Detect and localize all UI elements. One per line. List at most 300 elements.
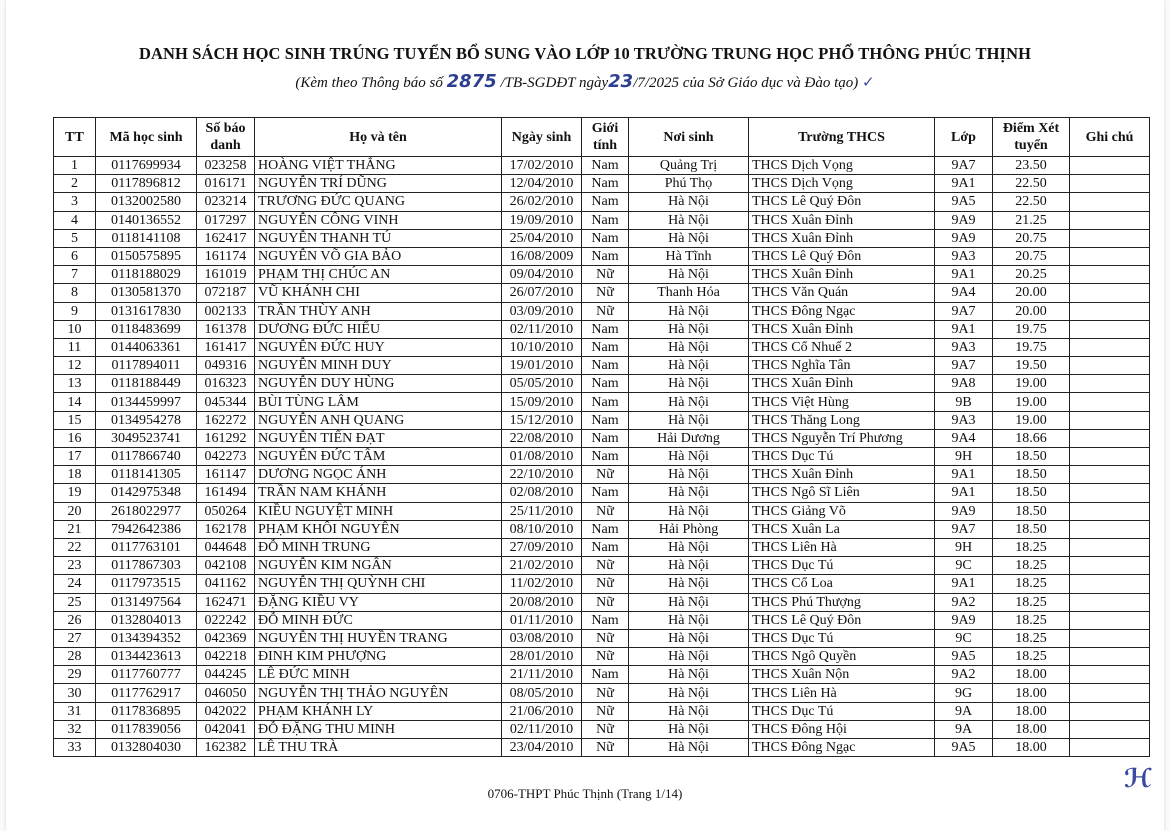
col-class-cell: 9A7	[935, 357, 993, 375]
col-class-cell: 9A4	[935, 284, 993, 302]
col-middle-school-cell: THCS Lê Quý Đôn	[749, 247, 935, 265]
table-row	[54, 229, 1150, 247]
col-student-code-cell: 0118141108	[96, 229, 197, 247]
col-exam-number-cell: 017297	[197, 211, 255, 229]
col-student-code-cell: 0131497564	[96, 593, 197, 611]
col-full-name-cell: VŨ KHÁNH CHI	[255, 284, 502, 302]
table-row	[54, 211, 1150, 229]
col-birthplace-cell: Hà Nội	[629, 211, 749, 229]
col-middle-school-cell: THCS Dục Tú	[749, 448, 935, 466]
col-note-cell	[1070, 357, 1150, 375]
col-class-cell: 9A1	[935, 466, 993, 484]
col-student-code-cell: 3049523741	[96, 429, 197, 447]
col-exam-number-cell: 162272	[197, 411, 255, 429]
col-full-name-cell: NGUYỄN TRÍ DŨNG	[255, 175, 502, 193]
col-tt-cell: 33	[54, 739, 96, 757]
col-note-cell	[1070, 375, 1150, 393]
col-student-code-cell: 7942642386	[96, 520, 197, 538]
col-class-cell: 9A3	[935, 411, 993, 429]
col-note-cell	[1070, 720, 1150, 738]
col-birthplace-cell: Hà Nội	[629, 484, 749, 502]
table-row	[54, 611, 1150, 629]
col-tt-cell: 32	[54, 720, 96, 738]
col-note-cell	[1070, 448, 1150, 466]
col-middle-school-header: Trường THCS	[749, 118, 935, 157]
col-birth-date-cell: 15/12/2010	[502, 411, 582, 429]
col-score-cell: 18.25	[993, 557, 1070, 575]
col-score-cell: 18.25	[993, 629, 1070, 647]
col-score-cell: 18.25	[993, 538, 1070, 556]
col-exam-number-cell: 042273	[197, 448, 255, 466]
col-student-code-cell: 0117973515	[96, 575, 197, 593]
col-middle-school-cell: THCS Đông Hội	[749, 720, 935, 738]
col-tt-cell: 17	[54, 448, 96, 466]
col-student-code-cell: 0117760777	[96, 666, 197, 684]
col-note-cell	[1070, 157, 1150, 175]
col-birthplace-cell: Hà Nội	[629, 611, 749, 629]
col-note-cell	[1070, 502, 1150, 520]
col-middle-school-cell: THCS Ngô Sĩ Liên	[749, 484, 935, 502]
col-birth-date-cell: 08/05/2010	[502, 684, 582, 702]
col-score-cell: 20.75	[993, 229, 1070, 247]
col-full-name-cell: LÊ THU TRÀ	[255, 739, 502, 757]
col-note-cell	[1070, 429, 1150, 447]
col-note-cell	[1070, 411, 1150, 429]
col-birth-date-cell: 03/09/2010	[502, 302, 582, 320]
table-row	[54, 375, 1150, 393]
col-birthplace-cell: Hà Nội	[629, 648, 749, 666]
col-note-cell	[1070, 284, 1150, 302]
col-score-cell: 18.00	[993, 666, 1070, 684]
col-full-name-cell: NGUYỄN CÔNG VINH	[255, 211, 502, 229]
col-full-name-cell: DƯƠNG NGỌC ÁNH	[255, 466, 502, 484]
col-full-name-cell: PHẠM KHÔI NGUYÊN	[255, 520, 502, 538]
col-note-cell	[1070, 557, 1150, 575]
col-note-cell	[1070, 175, 1150, 193]
col-class-cell: 9A	[935, 720, 993, 738]
col-tt-cell: 9	[54, 302, 96, 320]
col-exam-number-cell: 002133	[197, 302, 255, 320]
col-birth-date-cell: 01/08/2010	[502, 448, 582, 466]
col-student-code-cell: 0118483699	[96, 320, 197, 338]
col-note-cell	[1070, 739, 1150, 757]
col-gender-cell: Nữ	[582, 739, 629, 757]
col-full-name-cell: NGUYỄN THỊ QUỲNH CHI	[255, 575, 502, 593]
col-middle-school-cell: THCS Dịch Vọng	[749, 175, 935, 193]
col-student-code-cell: 0117762917	[96, 684, 197, 702]
table-row	[54, 702, 1150, 720]
col-gender-cell: Nữ	[582, 684, 629, 702]
col-gender-cell: Nam	[582, 448, 629, 466]
table-row	[54, 448, 1150, 466]
col-score-cell: 18.00	[993, 684, 1070, 702]
col-birth-date-cell: 26/02/2010	[502, 193, 582, 211]
col-score-cell: 23.50	[993, 157, 1070, 175]
col-full-name-cell: ĐỖ MINH ĐỨC	[255, 611, 502, 629]
col-gender-cell: Nam	[582, 193, 629, 211]
col-class-cell: 9A9	[935, 502, 993, 520]
document-title: DANH SÁCH HỌC SINH TRÚNG TUYỂN BỔ SUNG VÀO LỚP 10 TRƯỜNG TRUNG HỌC PHỔ THÔNG PHÚC THỊNH	[138, 44, 1032, 63]
col-tt-cell: 20	[54, 502, 96, 520]
col-exam-number-cell: 162471	[197, 593, 255, 611]
col-birthplace-cell: Hà Nội	[629, 720, 749, 738]
col-gender-cell: Nữ	[582, 302, 629, 320]
col-full-name-cell: NGUYỄN THANH TÚ	[255, 229, 502, 247]
col-student-code-cell: 0134954278	[96, 411, 197, 429]
col-birth-date-cell: 27/09/2010	[502, 538, 582, 556]
col-middle-school-cell: THCS Nghĩa Tân	[749, 357, 935, 375]
col-middle-school-cell: THCS Liên Hà	[749, 684, 935, 702]
col-middle-school-cell: THCS Giảng Võ	[749, 502, 935, 520]
col-class-cell: 9A1	[935, 484, 993, 502]
col-birth-date-header: Ngày sinh	[502, 118, 582, 157]
col-student-code-cell: 0132002580	[96, 193, 197, 211]
col-birth-date-cell: 25/11/2010	[502, 502, 582, 520]
col-gender-cell: Nam	[582, 375, 629, 393]
col-birth-date-cell: 22/10/2010	[502, 466, 582, 484]
col-exam-number-cell: 042022	[197, 702, 255, 720]
table-row	[54, 720, 1150, 738]
col-middle-school-cell: THCS Cổ Loa	[749, 575, 935, 593]
col-gender-cell: Nam	[582, 211, 629, 229]
col-student-code-cell: 0117763101	[96, 538, 197, 556]
col-class-cell: 9A	[935, 702, 993, 720]
col-birth-date-cell: 01/11/2010	[502, 611, 582, 629]
col-gender-cell: Nữ	[582, 702, 629, 720]
document-subtitle	[6, 71, 1164, 92]
col-score-cell: 18.00	[993, 720, 1070, 738]
col-full-name-cell: NGUYỄN THỊ HUYỀN TRANG	[255, 629, 502, 647]
col-gender-cell: Nam	[582, 393, 629, 411]
col-note-cell	[1070, 575, 1150, 593]
table-row	[54, 357, 1150, 375]
table-row	[54, 411, 1150, 429]
col-middle-school-cell: THCS Xuân Đỉnh	[749, 211, 935, 229]
col-score-cell: 20.25	[993, 266, 1070, 284]
col-birthplace-cell: Hà Nội	[629, 702, 749, 720]
col-score-cell: 18.50	[993, 502, 1070, 520]
col-birth-date-cell: 11/02/2010	[502, 575, 582, 593]
col-exam-number-cell: 023258	[197, 157, 255, 175]
col-full-name-cell: NGUYỄN MINH DUY	[255, 357, 502, 375]
col-birth-date-cell: 02/11/2010	[502, 720, 582, 738]
col-birthplace-cell: Hà Nội	[629, 739, 749, 757]
col-birthplace-cell: Hà Nội	[629, 320, 749, 338]
col-full-name-cell: NGUYỄN ĐỨC TÂM	[255, 448, 502, 466]
table-row	[54, 393, 1150, 411]
col-student-code-cell: 0117896812	[96, 175, 197, 193]
col-exam-number-cell: 041162	[197, 575, 255, 593]
col-student-code-cell: 0130581370	[96, 284, 197, 302]
col-class-cell: 9A5	[935, 739, 993, 757]
col-note-cell	[1070, 211, 1150, 229]
col-score-cell: 18.25	[993, 611, 1070, 629]
col-class-cell: 9H	[935, 538, 993, 556]
table-row	[54, 157, 1150, 175]
col-exam-number-cell: 162178	[197, 520, 255, 538]
col-class-cell: 9A3	[935, 247, 993, 265]
col-note-cell	[1070, 702, 1150, 720]
col-tt-cell: 12	[54, 357, 96, 375]
col-score-cell: 22.50	[993, 193, 1070, 211]
col-full-name-header: Họ và tên	[255, 118, 502, 157]
col-student-code-cell: 0140136552	[96, 211, 197, 229]
col-score-cell: 20.00	[993, 284, 1070, 302]
col-birth-date-cell: 23/04/2010	[502, 739, 582, 757]
col-exam-number-cell: 162382	[197, 739, 255, 757]
col-class-cell: 9A2	[935, 666, 993, 684]
col-full-name-cell: ĐỖ ĐẶNG THU MINH	[255, 720, 502, 738]
col-gender-cell: Nam	[582, 229, 629, 247]
col-exam-number-cell: 042041	[197, 720, 255, 738]
col-birth-date-cell: 28/01/2010	[502, 648, 582, 666]
col-birth-date-cell: 03/08/2010	[502, 629, 582, 647]
col-birthplace-cell: Hà Nội	[629, 666, 749, 684]
col-tt-cell: 4	[54, 211, 96, 229]
col-tt-cell: 11	[54, 338, 96, 356]
col-exam-number-cell: 022242	[197, 611, 255, 629]
table-row	[54, 557, 1150, 575]
col-middle-school-cell: THCS Xuân Đỉnh	[749, 266, 935, 284]
col-gender-cell: Nữ	[582, 502, 629, 520]
col-score-cell: 18.50	[993, 466, 1070, 484]
table-row	[54, 284, 1150, 302]
col-student-code-cell: 0132804030	[96, 739, 197, 757]
col-class-cell: 9A9	[935, 611, 993, 629]
col-class-cell: 9B	[935, 393, 993, 411]
col-gender-cell: Nữ	[582, 720, 629, 738]
col-student-code-cell: 0134394352	[96, 629, 197, 647]
col-class-cell: 9A5	[935, 193, 993, 211]
col-full-name-cell: TRẦN THÙY ANH	[255, 302, 502, 320]
col-exam-number-cell: 072187	[197, 284, 255, 302]
col-student-code-cell: 2618022977	[96, 502, 197, 520]
col-birthplace-cell: Hà Tĩnh	[629, 247, 749, 265]
col-birth-date-cell: 02/11/2010	[502, 320, 582, 338]
table-row	[54, 666, 1150, 684]
col-score-cell: 18.25	[993, 575, 1070, 593]
col-birth-date-cell: 15/09/2010	[502, 393, 582, 411]
col-birthplace-cell: Hà Nội	[629, 557, 749, 575]
col-class-cell: 9A9	[935, 229, 993, 247]
col-note-cell	[1070, 666, 1150, 684]
col-gender-cell: Nữ	[582, 629, 629, 647]
col-middle-school-cell: THCS Lê Quý Đôn	[749, 611, 935, 629]
col-gender-cell: Nam	[582, 484, 629, 502]
col-exam-number-cell: 049316	[197, 357, 255, 375]
col-gender-cell: Nam	[582, 357, 629, 375]
col-class-cell: 9A1	[935, 266, 993, 284]
col-exam-number-header: Số báo danh	[197, 118, 255, 157]
col-birth-date-cell: 10/10/2010	[502, 338, 582, 356]
col-class-cell: 9A7	[935, 302, 993, 320]
subtitle-prefix: (Kèm theo Thông báo số	[295, 75, 447, 91]
col-birth-date-cell: 25/04/2010	[502, 229, 582, 247]
signature-icon: ℋ	[1124, 764, 1152, 794]
col-score-cell: 18.50	[993, 520, 1070, 538]
col-birth-date-cell: 08/10/2010	[502, 520, 582, 538]
col-birth-date-cell: 21/02/2010	[502, 557, 582, 575]
col-tt-cell: 21	[54, 520, 96, 538]
notice-day-handwritten: 23	[608, 71, 634, 92]
col-exam-number-cell: 016323	[197, 375, 255, 393]
col-student-code-cell: 0134459997	[96, 393, 197, 411]
col-gender-cell: Nam	[582, 157, 629, 175]
col-birth-date-cell: 17/02/2010	[502, 157, 582, 175]
col-middle-school-cell: THCS Xuân Đỉnh	[749, 466, 935, 484]
col-note-cell	[1070, 611, 1150, 629]
col-student-code-cell: 0117867303	[96, 557, 197, 575]
col-tt-cell: 10	[54, 320, 96, 338]
col-class-cell: 9A9	[935, 211, 993, 229]
col-full-name-cell: LÊ ĐỨC MINH	[255, 666, 502, 684]
col-tt-cell: 14	[54, 393, 96, 411]
col-middle-school-cell: THCS Dục Tú	[749, 629, 935, 647]
col-student-code-cell: 0117836895	[96, 702, 197, 720]
col-tt-cell: 8	[54, 284, 96, 302]
col-student-code-cell: 0117699934	[96, 157, 197, 175]
col-tt-cell: 25	[54, 593, 96, 611]
col-birthplace-cell: Hà Nội	[629, 629, 749, 647]
col-tt-cell: 7	[54, 266, 96, 284]
col-student-code-cell: 0117894011	[96, 357, 197, 375]
col-tt-cell: 24	[54, 575, 96, 593]
col-class-cell: 9A8	[935, 375, 993, 393]
subtitle-suffix: /7/2025 của Sở Giáo dục và Đào tạo)	[633, 75, 859, 91]
col-note-cell	[1070, 593, 1150, 611]
col-birthplace-cell: Hà Nội	[629, 357, 749, 375]
col-birthplace-cell: Hà Nội	[629, 338, 749, 356]
col-tt-cell: 3	[54, 193, 96, 211]
col-gender-header: Giới tính	[582, 118, 629, 157]
col-note-cell	[1070, 338, 1150, 356]
col-full-name-cell: BÙI TÙNG LÂM	[255, 393, 502, 411]
col-student-code-cell: 0144063361	[96, 338, 197, 356]
col-birthplace-cell: Hà Nội	[629, 448, 749, 466]
col-birthplace-cell: Hà Nội	[629, 593, 749, 611]
col-score-cell: 18.25	[993, 648, 1070, 666]
col-birth-date-cell: 12/04/2010	[502, 175, 582, 193]
col-birth-date-cell: 16/08/2009	[502, 247, 582, 265]
notice-number-handwritten: 2875	[446, 71, 497, 92]
col-score-cell: 18.50	[993, 484, 1070, 502]
col-score-header: Điểm Xét tuyển	[993, 118, 1070, 157]
table-row	[54, 538, 1150, 556]
col-score-cell: 19.00	[993, 411, 1070, 429]
col-gender-cell: Nữ	[582, 284, 629, 302]
table-row	[54, 466, 1150, 484]
col-full-name-cell: KIỀU NGUYỆT MINH	[255, 502, 502, 520]
col-middle-school-cell: THCS Đông Ngạc	[749, 739, 935, 757]
col-middle-school-cell: THCS Việt Hùng	[749, 393, 935, 411]
col-middle-school-cell: THCS Xuân Nộn	[749, 666, 935, 684]
table-row	[54, 520, 1150, 538]
col-student-code-cell: 0117866740	[96, 448, 197, 466]
col-score-cell: 19.75	[993, 338, 1070, 356]
col-tt-cell: 13	[54, 375, 96, 393]
student-table	[53, 117, 1150, 757]
col-middle-school-cell: THCS Xuân Đỉnh	[749, 229, 935, 247]
col-birth-date-cell: 09/04/2010	[502, 266, 582, 284]
col-score-cell: 18.25	[993, 593, 1070, 611]
col-note-header: Ghi chú	[1070, 118, 1150, 157]
col-student-code-cell: 0118188449	[96, 375, 197, 393]
subtitle-middle: /TB-SGDĐT ngày	[496, 75, 609, 91]
col-note-cell	[1070, 648, 1150, 666]
col-birthplace-header: Nơi sinh	[629, 118, 749, 157]
col-tt-cell: 5	[54, 229, 96, 247]
col-note-cell	[1070, 466, 1150, 484]
page-footer: 0706-THPT Phúc Thịnh (Trang 1/14)	[487, 786, 683, 801]
table-row	[54, 175, 1150, 193]
col-birthplace-cell: Phú Thọ	[629, 175, 749, 193]
col-score-cell: 18.00	[993, 739, 1070, 757]
col-full-name-cell: NGUYỄN ĐỨC HUY	[255, 338, 502, 356]
col-class-cell: 9A3	[935, 338, 993, 356]
col-exam-number-cell: 042369	[197, 629, 255, 647]
col-birth-date-cell: 02/08/2010	[502, 484, 582, 502]
document-page	[6, 0, 1164, 831]
table-row	[54, 429, 1150, 447]
col-birthplace-cell: Hải Dương	[629, 429, 749, 447]
col-full-name-cell: NGUYỄN KIM NGÂN	[255, 557, 502, 575]
col-exam-number-cell: 161417	[197, 338, 255, 356]
table-header-row	[54, 118, 1150, 157]
col-exam-number-cell: 016171	[197, 175, 255, 193]
col-birthplace-cell: Hà Nội	[629, 466, 749, 484]
col-middle-school-cell: THCS Xuân Đỉnh	[749, 320, 935, 338]
col-middle-school-cell: THCS Xuân La	[749, 520, 935, 538]
col-tt-cell: 31	[54, 702, 96, 720]
col-middle-school-cell: THCS Phú Thượng	[749, 593, 935, 611]
col-class-cell: 9A5	[935, 648, 993, 666]
col-student-code-cell: 0132804013	[96, 611, 197, 629]
col-gender-cell: Nam	[582, 611, 629, 629]
col-birthplace-cell: Thanh Hóa	[629, 284, 749, 302]
table-row	[54, 193, 1150, 211]
col-note-cell	[1070, 266, 1150, 284]
col-full-name-cell: HOÀNG VIỆT THẮNG	[255, 157, 502, 175]
col-class-cell: 9A1	[935, 320, 993, 338]
col-gender-cell: Nam	[582, 666, 629, 684]
col-gender-cell: Nữ	[582, 266, 629, 284]
col-student-code-cell: 0142975348	[96, 484, 197, 502]
col-note-cell	[1070, 484, 1150, 502]
col-score-cell: 18.50	[993, 448, 1070, 466]
col-class-cell: 9A1	[935, 575, 993, 593]
col-tt-cell: 22	[54, 538, 96, 556]
col-birth-date-cell: 20/08/2010	[502, 593, 582, 611]
col-exam-number-cell: 161494	[197, 484, 255, 502]
col-exam-number-cell: 161019	[197, 266, 255, 284]
col-gender-cell: Nam	[582, 538, 629, 556]
col-full-name-cell: PHẠM KHÁNH LY	[255, 702, 502, 720]
col-gender-cell: Nữ	[582, 575, 629, 593]
col-score-cell: 22.50	[993, 175, 1070, 193]
col-score-cell: 19.00	[993, 393, 1070, 411]
col-birthplace-cell: Hà Nội	[629, 684, 749, 702]
col-tt-cell: 18	[54, 466, 96, 484]
col-tt-cell: 26	[54, 611, 96, 629]
col-score-cell: 20.00	[993, 302, 1070, 320]
col-middle-school-cell: THCS Đông Ngạc	[749, 302, 935, 320]
col-note-cell	[1070, 538, 1150, 556]
col-exam-number-cell: 042108	[197, 557, 255, 575]
col-middle-school-cell: THCS Dục Tú	[749, 702, 935, 720]
col-middle-school-cell: THCS Thăng Long	[749, 411, 935, 429]
col-class-cell: 9A7	[935, 157, 993, 175]
col-tt-cell: 19	[54, 484, 96, 502]
